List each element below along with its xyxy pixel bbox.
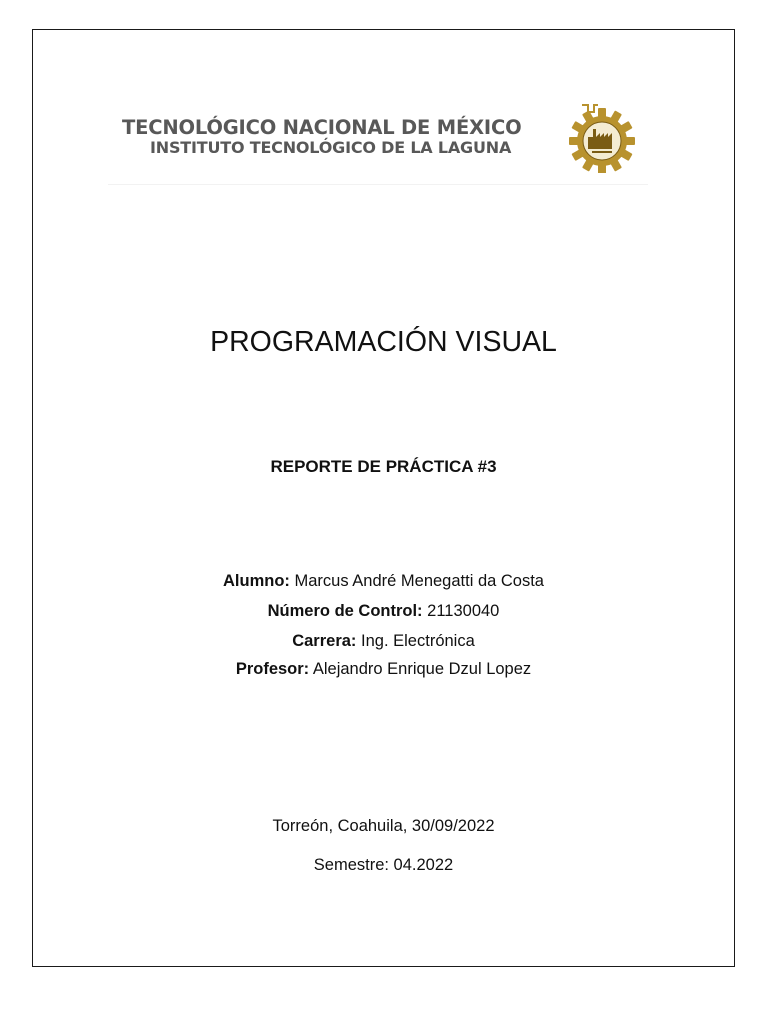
professor-label: Profesor: xyxy=(235,660,310,678)
gear-seal-icon xyxy=(564,103,636,173)
career-label: Carrera: xyxy=(292,632,357,650)
student-label: Alumno: xyxy=(223,572,290,590)
semester: Semestre: 04.2022 xyxy=(313,856,454,874)
career-value: Ing. Electrónica xyxy=(361,632,475,650)
institution-name: TECNOLÓGICO NACIONAL DE MÉXICO xyxy=(122,116,522,139)
course-title: PROGRAMACIÓN VISUAL xyxy=(210,326,557,358)
professor-line xyxy=(32,660,735,679)
campus-name: INSTITUTO TECNOLÓGICO DE LA LAGUNA xyxy=(150,138,512,157)
control-number-line xyxy=(32,602,735,621)
place-date: Torreón, Coahuila, 30/09/2022 xyxy=(272,817,495,835)
student-name: Marcus André Menegatti da Costa xyxy=(294,572,544,590)
control-number-label: Número de Control: xyxy=(267,602,423,620)
student-line xyxy=(32,572,735,591)
control-number-value: 21130040 xyxy=(427,602,500,620)
professor-name: Alejandro Enrique Dzul Lopez xyxy=(312,660,532,678)
career-line xyxy=(32,632,735,651)
report-title: REPORTE DE PRÁCTICA #3 xyxy=(270,457,497,476)
